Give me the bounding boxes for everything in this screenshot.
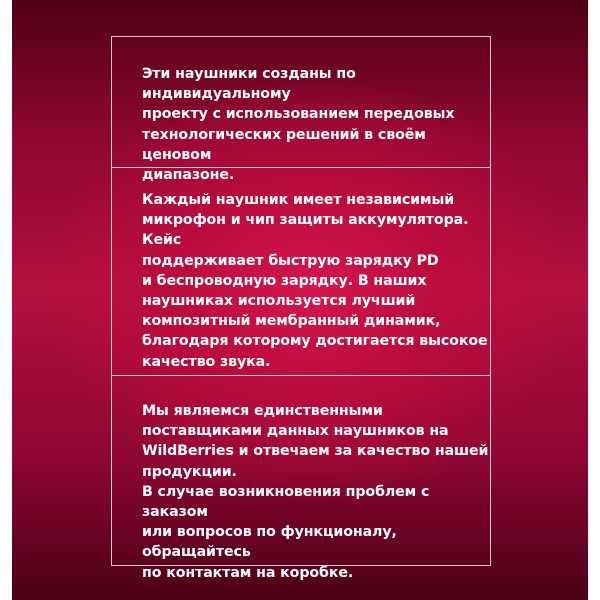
product-info-card	[12, 0, 588, 600]
section-divider-1	[112, 167, 490, 168]
section-divider-2	[112, 375, 490, 376]
text-frame	[111, 36, 491, 581]
seller-info-paragraph: Мы являемся единственными поставщиками данных наушников на WildBerries и отвечаем за качество нашей продукции. В случае возникновения проблем с заказом или вопросов по функционалу, обращайтесь по контактам на коробке.	[142, 403, 489, 581]
features-paragraph: Каждый наушник имеет независимый микрофон и чип защиты аккумулятора. Кейс поддерживает быструю зарядку PD и беспроводную зарядку. В наших наушниках используется лучший композитный мембранный динамик, благодаря которому достигается высокое качество звука.	[142, 192, 488, 370]
intro-paragraph: Эти наушники созданы по индивидуальному проекту с использованием передовых технологических решений в своём ценовом диапазоне.	[142, 66, 455, 184]
